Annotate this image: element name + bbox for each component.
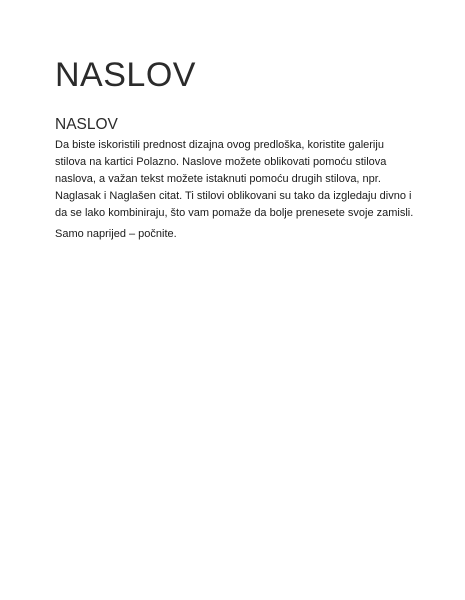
section-heading[interactable]: NASLOV (55, 116, 118, 133)
document-body (55, 55, 415, 243)
document-title[interactable]: NASLOV (55, 56, 196, 94)
body-paragraph-intro[interactable]: Da biste iskoristili prednost dizajna ovog predloška, koristite galeriju stilova na kartici Polazno. Naslove možete oblikovati pomoću stilova naslova, a važan tekst možete istaknuti pomoću drugih stilova, npr. Naglasak i Naglašen citat. Ti stilovi oblikovani su tako da izgledaju divno i da se lako kombiniraju, što vam pomaže da bolje prenesete svoje zamisli. (55, 139, 414, 219)
body-paragraph-closing[interactable]: Samo naprijed – počnite. (55, 228, 177, 240)
